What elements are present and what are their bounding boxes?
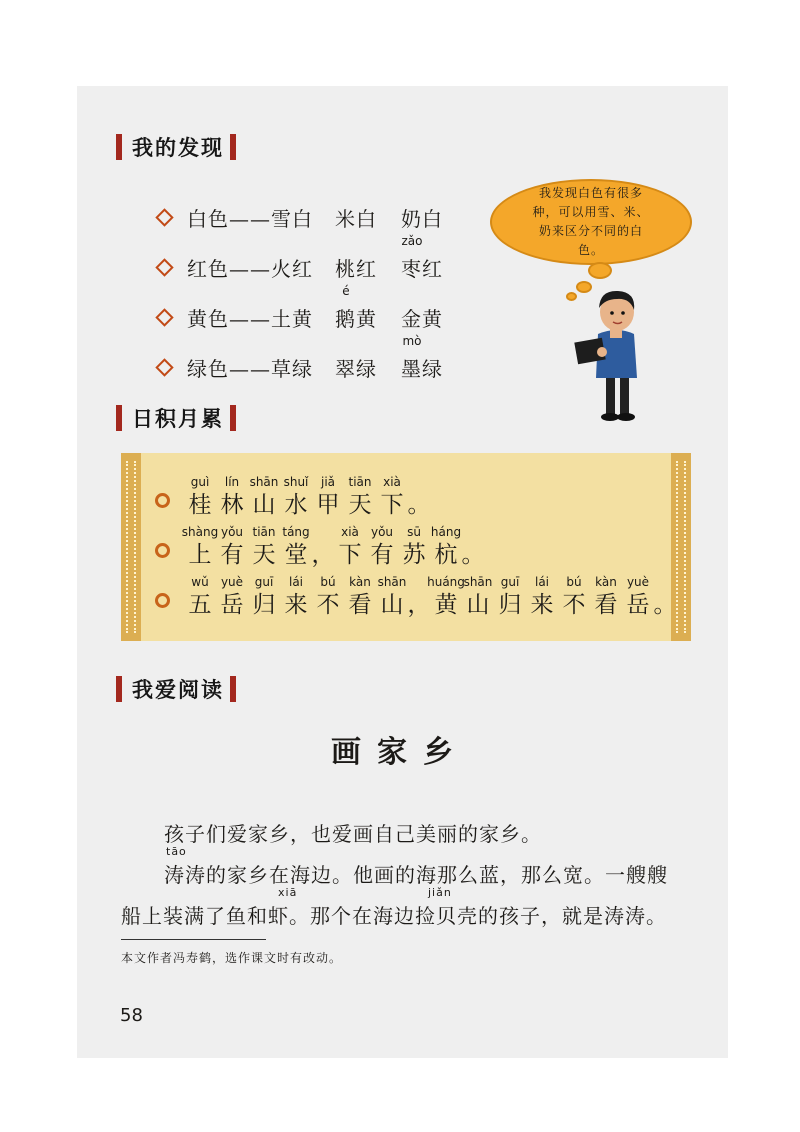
idiom-char xyxy=(312,574,344,620)
idiom-punctuation xyxy=(462,524,484,570)
pinyin-annotation: tiān xyxy=(252,525,276,539)
pinyin-annotation: wǔ xyxy=(191,575,209,589)
pinyin-annotation: bú xyxy=(320,575,336,589)
pinyin-annotation: xià xyxy=(383,475,401,489)
idiom-line xyxy=(155,474,430,520)
pinyin-annotation: sū xyxy=(407,525,421,539)
hanzi: 杭 xyxy=(434,542,458,568)
section-header-accumulate xyxy=(116,398,236,438)
section-title: 我的发现 xyxy=(132,136,224,160)
idiom-char xyxy=(376,474,408,520)
circle-bullet-icon xyxy=(155,593,170,608)
hanzi: 黄 xyxy=(434,592,458,618)
footnote: 本文作者冯寿鹤，选作课文时有改动。 xyxy=(121,951,343,965)
section-bar-left xyxy=(116,134,122,160)
circle-bullet-icon xyxy=(155,543,170,558)
hanzi: 五 xyxy=(188,592,212,618)
thought-bubble-text: 我发现白色有很多种，可以用雪、米、奶来区分不同的白色。 xyxy=(532,186,650,257)
idiom-char xyxy=(427,574,465,620)
hanzi: 岳 xyxy=(220,592,244,618)
compound-word: 翠绿 xyxy=(335,357,377,381)
idiom-line xyxy=(155,524,484,570)
hanzi: 林 xyxy=(220,492,244,518)
pinyin-annotation: zǎo xyxy=(401,234,423,248)
compound-base: 白色——雪白 xyxy=(187,207,313,231)
compound-word: zǎo 枣红 xyxy=(401,234,443,281)
pinyin-annotation: lín xyxy=(224,475,240,489)
thought-puff xyxy=(588,262,612,279)
pinyin-annotation: shān xyxy=(249,475,279,489)
pinyin-annotation: huáng xyxy=(427,575,465,589)
compound-base: 绿色——草绿 xyxy=(187,357,313,381)
idiom-punctuation xyxy=(654,574,676,620)
idiom-char xyxy=(334,524,366,570)
idiom-char xyxy=(494,574,526,620)
idiom-char xyxy=(248,524,280,570)
compound-row-red xyxy=(152,234,443,282)
story-line-3: 船上装满了鱼和虾。那个在海边捡贝壳的孩子，就是涛涛。 xyxy=(121,904,667,928)
pinyin-annotation: kàn xyxy=(595,575,617,589)
idiom-char xyxy=(184,574,216,620)
idiom-char xyxy=(622,574,654,620)
footnote-rule xyxy=(121,939,266,940)
story-line-1: 孩子们爱家乡，也爱画自己美丽的家乡。 xyxy=(164,822,542,846)
hanzi: 看 xyxy=(348,592,372,618)
pinyin-annotation: yuè xyxy=(220,575,244,589)
pinyin-annotation: xià xyxy=(341,525,359,539)
pinyin-annotation: háng xyxy=(430,525,462,539)
pinyin-annotation: tāo xyxy=(166,845,187,858)
pinyin-annotation: shān xyxy=(377,575,407,589)
thought-bubble xyxy=(490,179,692,265)
pinyin-annotation: bú xyxy=(566,575,582,589)
idiom-char xyxy=(366,524,398,570)
compound-base: 红色——火红 xyxy=(187,257,313,281)
pinyin-annotation: jiǎ xyxy=(320,475,336,489)
hanzi: 堂 xyxy=(284,542,308,568)
pinyin-annotation: lái xyxy=(534,575,550,589)
idiom-char xyxy=(248,574,280,620)
pinyin-annotation: guī xyxy=(254,575,274,589)
hanzi: 山 xyxy=(252,492,276,518)
hanzi: 看 xyxy=(594,592,618,618)
section-bar-left xyxy=(116,676,122,702)
hanzi: 下 xyxy=(338,542,362,568)
pinyin-annotation: kàn xyxy=(349,575,371,589)
idiom-punctuation xyxy=(408,474,430,520)
idiom-line xyxy=(155,574,676,620)
hanzi: 甲 xyxy=(316,492,340,518)
hanzi: 。 xyxy=(407,492,431,518)
diamond-bullet-icon xyxy=(155,308,173,326)
idiom-char xyxy=(280,524,312,570)
idiom-char xyxy=(526,574,558,620)
compound-word: 金黄 xyxy=(401,307,443,331)
pinyin-annotation: shuǐ xyxy=(283,475,309,489)
idiom-char xyxy=(398,524,430,570)
idiom-char xyxy=(312,474,344,520)
pinyin-annotation: guī xyxy=(500,575,520,589)
story-title: 画家乡 xyxy=(331,735,469,770)
hanzi: 山 xyxy=(380,592,404,618)
pinyin-annotation: yǒu xyxy=(220,525,244,539)
hanzi: 天 xyxy=(348,492,372,518)
compound-word: é 鹅黄 xyxy=(335,284,377,331)
idiom-char xyxy=(216,474,248,520)
hanzi: 有 xyxy=(220,542,244,568)
pinyin-annotation: lái xyxy=(288,575,304,589)
hanzi: ， xyxy=(311,542,335,568)
idiom-punctuation xyxy=(312,524,334,570)
hanzi: 。 xyxy=(461,542,485,568)
compound-row-yellow xyxy=(152,284,443,332)
hanzi: ， xyxy=(407,592,431,618)
pinyin-annotation: táng xyxy=(282,525,310,539)
pinyin-annotation: yuè xyxy=(626,575,650,589)
idiom-char xyxy=(344,474,376,520)
pinyin-annotation: jiǎn xyxy=(428,886,452,899)
compound-base: 黄色——土黄 xyxy=(187,307,313,331)
section-bar-right xyxy=(230,405,236,431)
hanzi: 不 xyxy=(316,592,340,618)
panel-border-left xyxy=(121,453,141,641)
hanzi: 下 xyxy=(380,492,404,518)
pinyin-annotation: xiā xyxy=(278,886,298,899)
pinyin-annotation: mò xyxy=(402,334,422,348)
section-bar-right xyxy=(230,676,236,702)
hanzi: 苏 xyxy=(402,542,426,568)
pinyin-annotation: é xyxy=(342,284,350,298)
idiom-char xyxy=(280,574,312,620)
hanzi: 岳 xyxy=(626,592,650,618)
story-line-2: 涛涛的家乡在海边。他画的海那么蓝，那么宽。一艘艘 xyxy=(164,863,668,887)
hanzi: 归 xyxy=(498,592,522,618)
idiom-char xyxy=(181,524,219,570)
hanzi: 来 xyxy=(530,592,554,618)
section-title: 我爱阅读 xyxy=(132,678,224,702)
circle-bullet-icon xyxy=(155,493,170,508)
compound-word: mò 墨绿 xyxy=(401,334,443,381)
pinyin-annotation: guì xyxy=(190,475,210,489)
section-header-discover xyxy=(116,127,236,167)
hanzi: 。 xyxy=(653,592,677,618)
hanzi: 山 xyxy=(466,592,490,618)
hanzi: 有 xyxy=(370,542,394,568)
idiom-char xyxy=(216,574,248,620)
section-bar-left xyxy=(116,405,122,431)
diamond-bullet-icon xyxy=(155,258,173,276)
hanzi: 上 xyxy=(188,542,212,568)
pinyin-annotation: tiān xyxy=(348,475,372,489)
diamond-bullet-icon xyxy=(155,358,173,376)
diamond-bullet-icon xyxy=(155,208,173,226)
compound-word: 奶白 xyxy=(401,207,443,231)
hanzi: 归 xyxy=(252,592,276,618)
idiom-char xyxy=(248,474,280,520)
hanzi: 不 xyxy=(562,592,586,618)
page-number: 58 xyxy=(120,1005,143,1026)
pinyin-annotation: shān xyxy=(463,575,493,589)
boy-reading-illustration xyxy=(570,282,660,432)
hanzi: 天 xyxy=(252,542,276,568)
compound-word: 桃红 xyxy=(335,257,377,281)
idiom-char xyxy=(430,524,462,570)
section-header-reading xyxy=(116,669,236,709)
section-bar-right xyxy=(230,134,236,160)
idiom-char xyxy=(216,524,248,570)
idiom-char xyxy=(462,574,494,620)
idiom-char xyxy=(280,474,312,520)
hanzi: 桂 xyxy=(188,492,212,518)
compound-row-white xyxy=(152,190,443,232)
idiom-char xyxy=(376,574,408,620)
section-title: 日积月累 xyxy=(132,407,224,431)
pinyin-annotation: yǒu xyxy=(370,525,394,539)
idiom-char xyxy=(590,574,622,620)
hanzi: 来 xyxy=(284,592,308,618)
idiom-char xyxy=(184,474,216,520)
idiom-char xyxy=(344,574,376,620)
hanzi: 水 xyxy=(284,492,308,518)
idiom-char xyxy=(558,574,590,620)
compound-row-green xyxy=(152,334,443,382)
pinyin-annotation: shàng xyxy=(181,525,219,539)
compound-word: 米白 xyxy=(335,207,377,231)
